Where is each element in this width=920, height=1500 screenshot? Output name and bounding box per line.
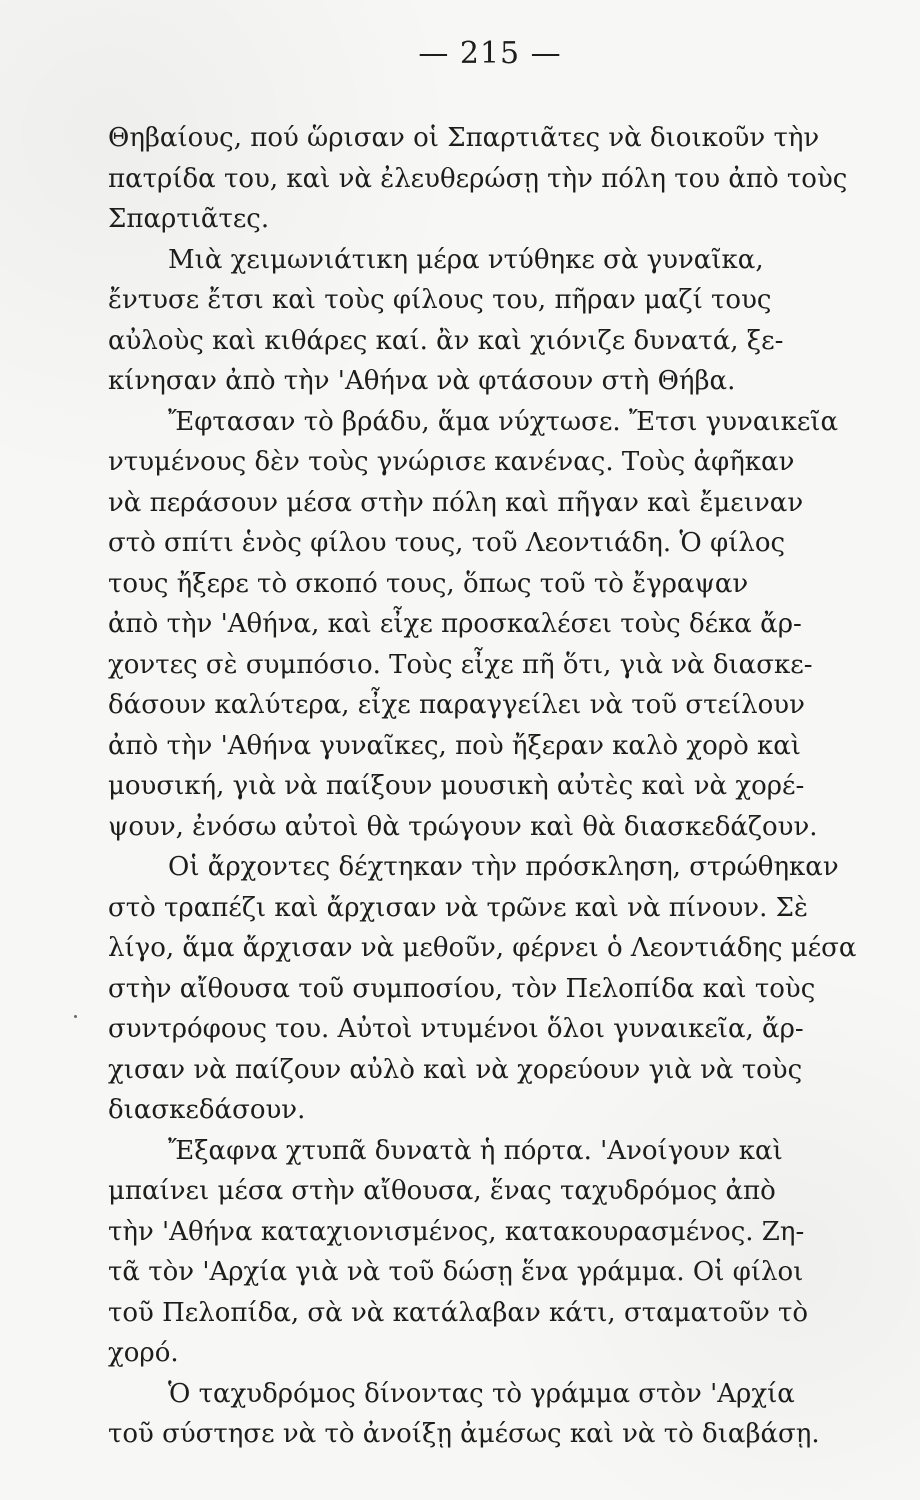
text-line: πατρίδα του, καὶ νὰ ἐλευθερώσῃ τὴν πόλη του ἀπὸ τοὺς [108,163,848,194]
paragraph-start-line: Ὁ ταχυδρόμος δίνοντας τὸ γράμμα στὸν 'Αρχία [168,1378,795,1409]
text-line: νὰ περάσουν μέσα στὴν πόλη καὶ πῆγαν καὶ ἔμειναν [108,487,804,518]
text-line: στὸ τραπέζι καὶ ἄρχισαν νὰ τρῶνε καὶ νὰ πίνουν. Σὲ [108,892,808,923]
text-line: ἔντυσε ἔτσι καὶ τοὺς φίλους του, πῆραν μαζί τους [108,285,772,315]
text-line: λίγο, ἅμα ἄρχισαν νὰ μεθοῦν, φέρνει ὁ Λεοντιάδης μέσα [108,933,857,963]
text-line: στὸ σπίτι ἑνὸς φίλου τους, τοῦ Λεοντιάδη. Ὁ φίλος [108,528,786,558]
text-line: τὴν 'Αθήνα καταχιονισμένος, κατακουρασμένος. Ζη- [108,1216,805,1247]
text-line: κίνησαν ἀπὸ τὴν 'Αθήνα νὰ φτάσουν στὴ Θήβα. [108,366,736,396]
text-line: τοῦ σύστησε νὰ τὸ ἀνοίξῃ ἀμέσως καὶ νὰ τὸ διαβάσῃ. [108,1419,820,1449]
text-line: τᾶ τὸν 'Αρχία γιὰ νὰ τοῦ δώσῃ ἕνα γράμμα. Οἱ φίλοι [108,1257,804,1287]
text-line: ντυμένους δὲν τοὺς γνώρισε κανένας. Τοὺς ἀφῆκαν [108,447,795,477]
text-line: στὴν αἴθουσα τοῦ συμποσίου, τὸν Πελοπίδα καὶ τοὺς [108,973,816,1004]
paragraph-start-line: Ἔξαφνα χτυπᾶ δυνατὰ ἡ πόρτα. 'Ανοίγουν καὶ [168,1135,783,1166]
text-line: τους ἤξερε τὸ σκοπό τους, ὅπως τοῦ τὸ ἔγραψαν [108,568,749,599]
text-line: ἀπὸ τὴν 'Αθήνα, καὶ εἶχε προσκαλέσει τοὺς δέκα ἄρ- [108,609,802,639]
text-line: τοῦ Πελοπίδα, σὰ νὰ κατάλαβαν κάτι, σταματοῦν τὸ [108,1297,809,1328]
paragraph-start-line: Μιὰ χειμωνιάτικη μέρα ντύθηκε σὰ γυναῖκα, [168,244,764,275]
paragraph-start-line: Οἱ ἄρχοντες δέχτηκαν τὴν πρόσκληση, στρώθηκαν [168,852,839,882]
text-line: ψουν, ἐνόσω αὐτοὶ θὰ τρώγουν καὶ θὰ διασκεδάζουν. [108,811,818,842]
text-line: χορό. [108,1338,179,1368]
text-line: ἀπὸ τὴν 'Αθήνα γυναῖκες, ποὺ ἤξεραν καλὸ χορὸ καὶ [108,730,801,761]
text-line: Θηβαίους, πού ὥρισαν οἱ Σπαρτιᾶτες νὰ διοικοῦν τὴν [108,123,820,153]
text-line: δάσουν καλύτερα, εἶχε παραγγείλει νὰ τοῦ στείλουν [108,690,805,720]
text-line: Σπαρτιᾶτες. [108,204,270,234]
text-line: μπαίνει μέσα στὴν αἴθουσα, ἕνας ταχυδρόμος ἀπὸ [108,1176,776,1206]
page-number: — 215 — [418,36,562,71]
paragraph-start-line: Ἔφτασαν τὸ βράδυ, ἅμα νύχτωσε. Ἔτσι γυναικεῖα [168,406,839,437]
body-text [108,118,872,1455]
text-line: χισαν νὰ παίζουν αὐλὸ καὶ νὰ χορεύουν γιὰ νὰ τοὺς [108,1054,803,1085]
text-line: χοντες σὲ συμπόσιο. Τοὺς εἶχε πῆ ὅτι, γιὰ νὰ διασκε- [108,649,813,680]
text-line: συντρόφους του. Αὐτοὶ ντυμένοι ὅλοι γυναικεῖα, ἄρ- [108,1014,804,1044]
text-line: διασκεδάσουν. [108,1095,306,1125]
text-line: μουσική, γιὰ νὰ παίξουν μουσικὴ αὐτὲς καὶ νὰ χορέ- [108,771,805,801]
text-line: αὐλοὺς καὶ κιθάρες καί. ἂν καὶ χιόνιζε δυνατά, ξε- [108,325,784,356]
page-speck [74,1015,77,1018]
